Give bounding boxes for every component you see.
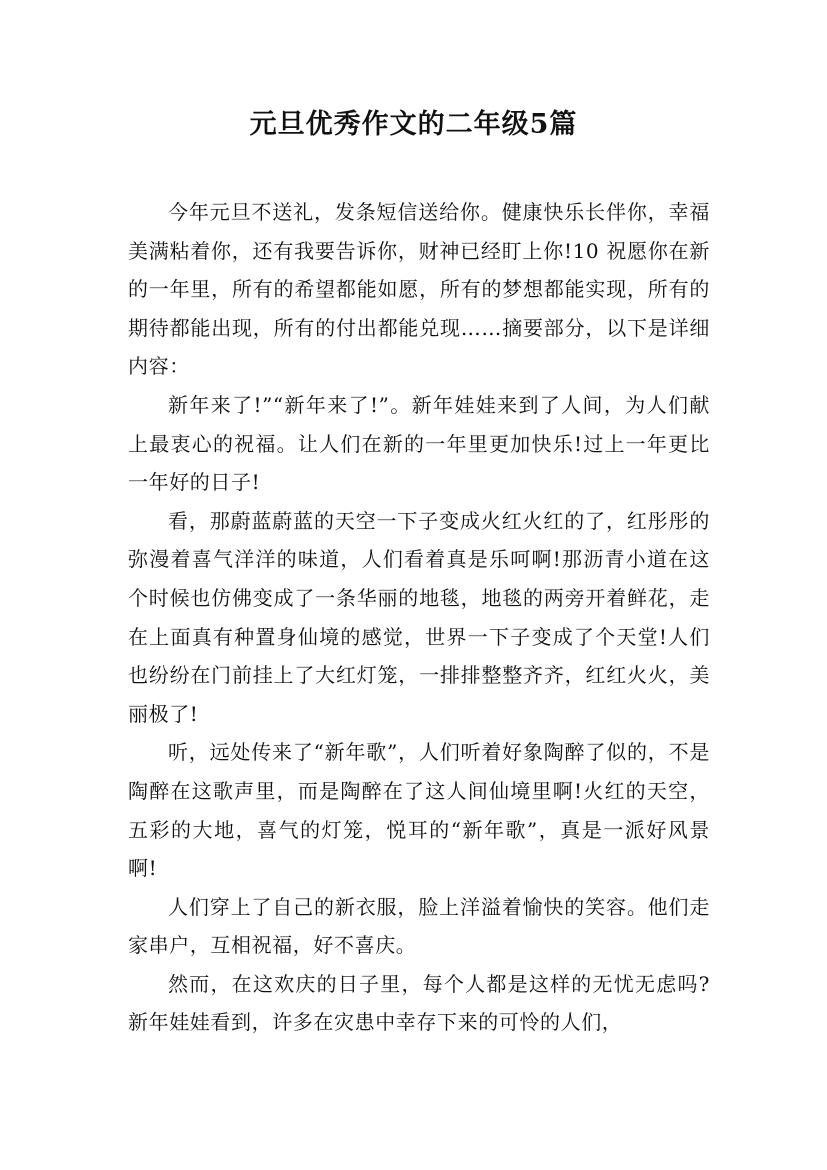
- document-body: [128, 193, 710, 1042]
- paragraph-5: 人们穿上了自己的新衣服，脸上洋溢着愉快的笑容。他们走家串户，互相祝福，好不喜庆。: [128, 894, 710, 958]
- document-title: 元旦优秀作文的二年级5篇: [249, 109, 578, 140]
- paragraph-1: 今年元旦不送礼，发条短信送给你。健康快乐长伴你，幸福美满粘着你，还有我要告诉你，财神已经盯上你!10 祝愿你在新的一年里，所有的希望都能如愿，所有的梦想都能实现，所有的期待都能出现，所有的付出都能兑现……摘要部分，以下是详细内容：: [128, 200, 710, 379]
- paragraph-2: 新年来了!”“新年来了!”。新年娃娃来到了人间，为人们献上最衷心的祝福。让人们在新的一年里更加快乐!过上一年更比一年好的日子!: [128, 392, 710, 495]
- paragraph-4: 听，远处传来了“新年歌”，人们听着好象陶醉了似的，不是陶醉在这歌声里，而是陶醉在了这人间仙境里啊!火红的天空，五彩的大地，喜气的灯笼，悦耳的“新年歌”，真是一派好风景啊!: [128, 740, 710, 881]
- paragraph-3: 看，那蔚蓝蔚蓝的天空一下子变成火红火红的了，红彤彤的弥漫着喜气洋洋的味道，人们看着真是乐呵啊!那沥青小道在这个时候也仿佛变成了一条华丽的地毯，地毯的两旁开着鲜花，走在上面真有种置身仙境的感觉，世界一下子变成了个天堂!人们也纷纷在门前挂上了大红灯笼，一排排整整齐齐，红红火火，美丽极了!: [128, 508, 710, 726]
- paragraph-6: 然而，在这欢庆的日子里，每个人都是这样的无忧无虑吗?新年娃娃看到，许多在灾患中幸存下来的可怜的人们，: [128, 971, 710, 1035]
